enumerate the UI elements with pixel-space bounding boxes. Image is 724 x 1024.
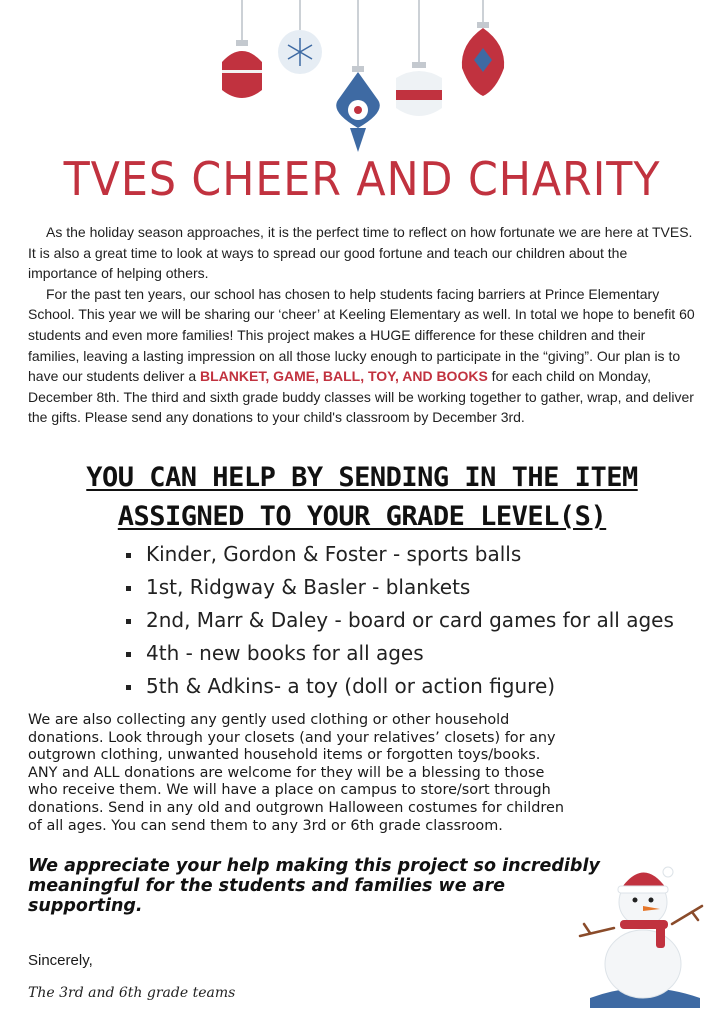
snowman-icon — [576, 858, 710, 1008]
list-item: Kinder, Gordon & Foster - sports balls — [124, 538, 674, 571]
list-item: 5th & Adkins- a toy (doll or action figure) — [124, 670, 674, 703]
help-heading — [20, 458, 704, 536]
gift-list-highlight: BLANKET, GAME, BALL, TOY, AND BOOKS — [200, 368, 488, 385]
donation-collection-text — [28, 712, 648, 835]
list-item: 1st, Ridgway & Basler - blankets — [124, 571, 674, 604]
text-line: ANY and ALL donations are welcome for they will be a blessing to those — [28, 764, 545, 781]
text-line: We are also collecting any gently used clothing or other household — [28, 712, 510, 728]
intro-paragraph-2 — [28, 284, 698, 428]
intro-paragraph-1: As the holiday season approaches, it is the perfect time to reflect on how fortunate we are here at TVES. It is also a great time to look at ways to spread our good fortune and teach our children about the importance of helping others. — [28, 224, 693, 282]
text-line: donations. Look through your closets (and your relatives’ closets) for any — [28, 729, 556, 746]
text-line: of all ages. You can send them to any 3rd or 6th grade classroom. — [28, 817, 503, 834]
list-item: 4th - new books for all ages — [124, 637, 674, 670]
intro-paragraph-2-text-end: for each child on Monday, December 8th. The third and sixth grade buddy classes will be working together to gather, wrap, and deliver the gifts. Please send any donations to your child's classroom by December 3rd. — [28, 368, 694, 426]
list-item: 2nd, Marr & Daley - board or card games for all ages — [124, 604, 674, 637]
text-line: who receive them. We will have a place on campus to store/sort through — [28, 782, 551, 799]
page-title: TVES CHEER AND CHARITY — [63, 152, 661, 206]
intro-text — [28, 222, 698, 428]
text-line: donations. Send in any old and outgrown Halloween costumes for children — [28, 799, 564, 816]
appreciation-text — [28, 856, 648, 916]
signoff: The 3rd and 6th grade teams — [28, 985, 236, 1001]
text-line: We appreciate your help making this project so incredibly — [28, 856, 600, 876]
grade-item-list — [124, 538, 674, 703]
closing: Sincerely, — [28, 952, 93, 969]
help-heading-line-2: ASSIGNED TO YOUR GRADE LEVEL(S) — [117, 501, 607, 532]
intro-paragraph-2-text: For the past ten years, our school has chosen to help students facing barriers at Prince Elementary School. This year we will be sharing our ‘cheer’ at Keeling Elementary as well. In total we hope to benefit 60 students and even more families! This project makes a HUGE difference for these children and their families, leaving a lasting impression on all those lucky enough to participate in the “giving”. Our plan is to have our students deliver a — [28, 285, 695, 385]
text-line: outgrown clothing, unwanted household items or forgotten toys/books. — [28, 747, 541, 764]
help-heading-line-1: YOU CAN HELP BY SENDING IN THE ITEM — [86, 462, 638, 493]
text-line: supporting. — [28, 896, 143, 916]
text-line: meaningful for the students and families we are — [28, 876, 505, 896]
